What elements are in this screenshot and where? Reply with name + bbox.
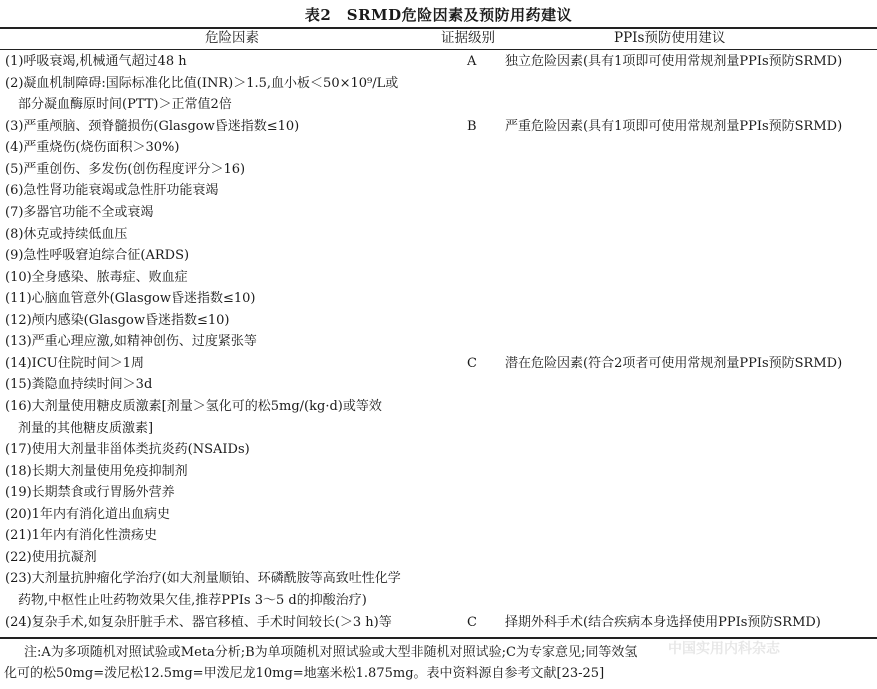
advice-cell: 择期外科手术(结合疾病本身选择使用PPIs预防SRMD): [505, 614, 821, 630]
risk-factor-cell: (15)粪隐血持续时间＞3d: [5, 377, 153, 393]
risk-factor-cell: (20)1年内有消化道出血病史: [5, 506, 170, 522]
risk-factor-cell: 部分凝血酶原时间(PTT)＞正常值2倍: [5, 97, 232, 113]
risk-factor-cell: (12)颅内感染(Glasgow昏迷指数≤10): [5, 312, 230, 328]
evidence-level-cell: C: [467, 614, 477, 630]
risk-factor-cell: 药物,中枢性止吐药物效果欠佳,推荐PPIs 3～5 d的抑酸治疗): [5, 593, 367, 608]
risk-factor-cell: (7)多器官功能不全或衰竭: [5, 204, 154, 220]
advice-cell: 严重危险因素(具有1项即可使用常规剂量PPIs预防SRMD): [505, 118, 843, 134]
risk-factor-cell: (3)严重颅脑、颈脊髓损伤(Glasgow昏迷指数≤10): [5, 118, 300, 134]
risk-factor-cell: (8)休克或持续低血压: [5, 226, 128, 242]
risk-factor-cell: (17)使用大剂量非甾体类抗炎药(NSAIDs): [5, 442, 250, 458]
advice-cell: 独立危险因素(具有1项即可使用常规剂量PPIs预防SRMD): [505, 54, 843, 69]
evidence-level-cell: B: [467, 118, 477, 134]
note-line-1: 注:A为多项随机对照试验或Meta分析;B为单项随机对照试验或大型非随机对照试验;C为专家意见;同等效氢: [24, 645, 638, 660]
risk-factor-cell: (24)复杂手术,如复杂肝脏手术、器官移植、手术时间较长(＞3 h)等: [5, 614, 392, 630]
risk-factor-cell: (13)严重心理应激,如精神创伤、过度紧张等: [5, 334, 257, 350]
risk-factor-cell: (23)大剂量抗肿瘤化学治疗(如大剂量顺铂、环磷酰胺等高致吐性化学: [5, 571, 401, 587]
risk-factor-cell: (16)大剂量使用糖皮质激素[剂量＞氢化可的松5mg/(kg·d)或等效: [5, 399, 382, 414]
risk-factor-cell: (2)凝血机制障碍:国际标准化比值(INR)＞1.5,血小板＜50×10⁹/L或: [5, 75, 399, 91]
watermark: 中国实用内科杂志: [668, 641, 780, 657]
note-line-2: 化可的松50mg=泼尼松12.5mg=甲泼尼龙10mg=地塞米松1.875mg。表中资料源自参考文献[23-25]: [4, 666, 605, 681]
risk-factor-cell: (11)心脑血管意外(Glasgow昏迷指数≤10): [5, 291, 256, 307]
evidence-level-cell: C: [467, 355, 477, 371]
risk-factor-cell: (22)使用抗凝剂: [5, 549, 97, 565]
header-rule: [0, 49, 877, 50]
risk-factor-cell: (14)ICU住院时间＞1周: [5, 355, 144, 371]
risk-factor-cell: (9)急性呼吸窘迫综合征(ARDS): [5, 248, 190, 263]
risk-factor-cell: (1)呼吸衰竭,机械通气超过48 h: [5, 54, 187, 69]
bottom-rule: [0, 637, 877, 639]
header-evidence-level: 证据级别: [441, 30, 495, 46]
evidence-level-cell: A: [467, 54, 477, 69]
header-ppi-advice: PPIs预防使用建议: [614, 30, 726, 46]
risk-factor-cell: (6)急性肾功能衰竭或急性肝功能衰竭: [5, 183, 219, 199]
risk-factor-cell: (19)长期禁食或行胃肠外营养: [5, 485, 175, 501]
table-title: 表2 SRMD危险因素及预防用药建议: [304, 6, 573, 24]
top-rule: [0, 27, 877, 29]
header-risk-factors: 危险因素: [205, 30, 259, 46]
risk-factor-cell: (4)严重烧伤(烧伤面积＞30%): [5, 140, 180, 156]
risk-factor-cell: (10)全身感染、脓毒症、败血症: [5, 269, 188, 285]
risk-factor-cell: (21)1年内有消化性溃疡史: [5, 528, 157, 544]
risk-factor-cell: (5)严重创伤、多发伤(创伤程度评分＞16): [5, 161, 246, 177]
risk-factor-cell: (18)长期大剂量使用免疫抑制剂: [5, 463, 188, 479]
risk-factor-cell: 剂量的其他糖皮质激素]: [5, 420, 154, 436]
advice-cell: 潜在危险因素(符合2项者可使用常规剂量PPIs预防SRMD): [505, 355, 843, 371]
table-note: [4, 642, 872, 684]
